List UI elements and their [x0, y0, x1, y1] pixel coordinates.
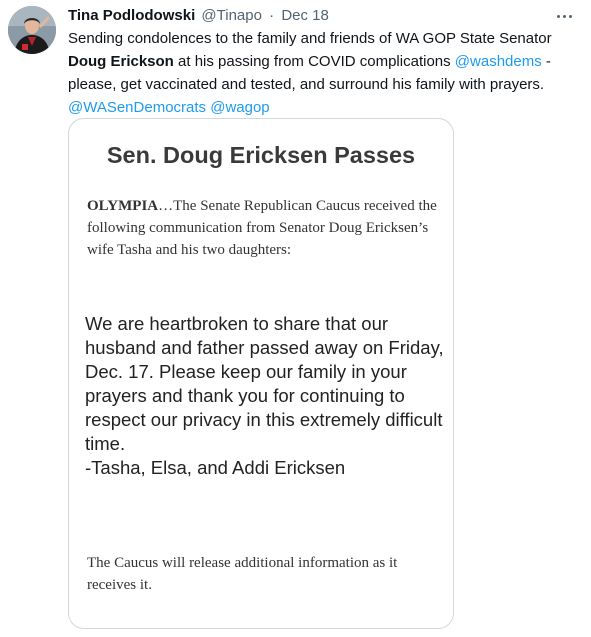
- press-release-title: Sen. Doug Ericksen Passes: [106, 142, 416, 168]
- avatar[interactable]: [8, 6, 56, 54]
- tweet-header: [68, 6, 329, 26]
- tweet-text-part: at his passing from COVID complications: [173, 53, 455, 70]
- more-options-icon[interactable]: [552, 4, 576, 28]
- family-statement: [85, 312, 447, 480]
- tweet-image[interactable]: [68, 118, 454, 629]
- author-handle[interactable]: @Tinapo: [201, 7, 262, 24]
- tweet-text-part: Sending condolences to the family and friends of WA GOP State Senator: [68, 30, 552, 47]
- tweet-date[interactable]: Dec 18: [281, 7, 329, 24]
- tweet-bold-name: Doug Erickson: [68, 53, 174, 70]
- statement-text: We are heartbroken to share that our husband and father passed away on Friday, Dec. 17. Please keep our family in your prayers and thank you for continuing to respect our privacy in this extremely difficult time.: [85, 313, 444, 454]
- mention-link[interactable]: @wagop: [210, 99, 270, 116]
- mention-link[interactable]: @washdems: [454, 53, 542, 70]
- press-release-intro: [87, 195, 447, 261]
- mention-link[interactable]: @WASenDemocrats: [68, 99, 207, 116]
- press-release-footer: The Caucus will release additional information as it receives it.: [87, 555, 398, 593]
- author-display-name[interactable]: Tina Podlodowski: [68, 7, 196, 24]
- statement-signature: -Tasha, Elsa, and Addi Ericksen: [85, 457, 346, 478]
- tweet-text: [68, 27, 573, 119]
- separator-dot: ·: [269, 7, 275, 24]
- dateline: OLYMPIA: [87, 198, 159, 214]
- intro-text: …The Senate Republican Caucus received the following communication from Senator Doug Ericksen’s wife Tasha and his two daughters:: [87, 198, 437, 258]
- tweet-text-part: - please, get vaccinated and tested, and surround his family with prayers.: [68, 53, 551, 93]
- user-avatar-photo-icon: [8, 6, 56, 54]
